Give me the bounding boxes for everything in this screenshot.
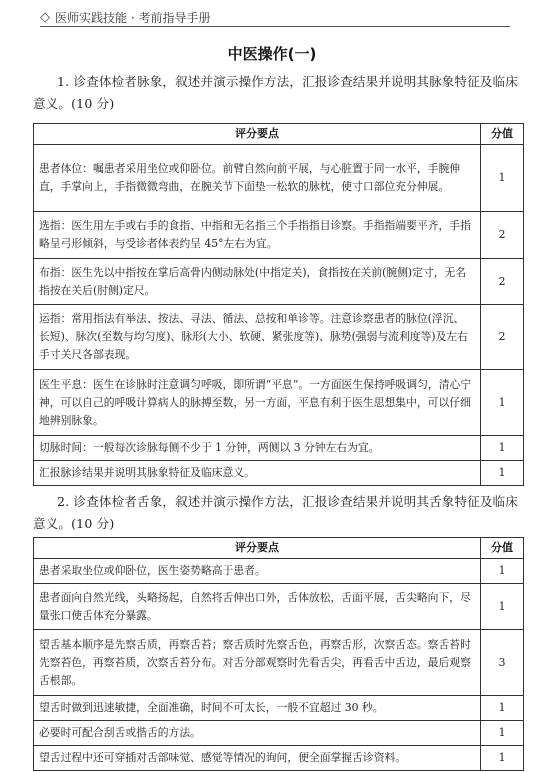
diamond-icon: ◇ [40,9,50,25]
score-cell: 1 [481,559,524,584]
criteria-cell: 望舌过程中还可穿插对舌部味觉、感觉等情况的询问，便全面掌握舌诊资料。 [34,746,481,771]
criteria-cell: 医生平息：医生在诊脉时注意调匀呼吸，即所谓“平息”。一方面医生保持呼吸调匀，清心宁神，可以自己的呼吸计算病人的脉搏至数，另一方面，平息有利于医生思想集中，可以仔细地辨别脉象。 [34,370,481,436]
criteria-cell: 切脉时间：一般每次诊脉每侧不少于 1 分钟，两侧以 3 分钟左右为宜。 [34,436,481,461]
question-1: 1. 诊查体检者脉象，叙述并演示操作方法，汇报诊查结果并说明其脉象特征及临床意义。(10 分) [33,74,519,111]
score-cell: 1 [481,461,524,486]
criteria-cell: 患者面向自然光线，头略扬起，自然将舌伸出口外，舌体放松，舌面平展，舌尖略向下，尽量张口使舌体充分暴露。 [34,584,481,630]
table-row [34,584,524,630]
table-row [34,145,524,212]
score-cell: 1 [481,746,524,771]
criteria-cell: 望舌基本顺序是先察舌质，再察舌苔；察舌质时先察舌色，再察舌形，次察舌态。察舌苔时先察苔色，再察苔质，次察舌苔分布。对舌分部观察时先看舌尖，再看舌中舌边，最后观察舌根部。 [34,630,481,696]
score-cell: 1 [481,145,524,212]
score-cell: 1 [481,584,524,630]
table-row [34,559,524,584]
header-score: 分值 [481,538,524,559]
table-row [34,212,524,259]
page-title: 中医操作(一) [227,45,317,63]
table-row [34,630,524,696]
criteria-cell: 汇报脉诊结果并说明其脉象特征及临床意义。 [34,461,481,486]
header-text: 医师实践技能 · 考前指导手册 [55,10,211,25]
criteria-cell: 必要时可配合刮舌或揩舌的方法。 [34,721,481,746]
criteria-cell: 患者体位：嘱患者采用坐位或仰卧位。前臂自然向前平展，与心脏置于同一水平，手腕伸直，手掌向上，手指微微弯曲，在腕关节下面垫一松软的脉枕，使寸口部位充分伸展。 [34,145,481,212]
criteria-cell: 患者采取坐位或仰卧位，医生姿势略高于患者。 [34,559,481,584]
score-cell: 3 [481,630,524,696]
criteria-cell: 运指：常用指法有举法、按法、寻法、循法、总按和单诊等。注意诊察患者的脉位(浮沉、长短)、脉次(至数与均匀度)、脉形(大小、软硬、紧张度等)、脉势(强弱与流利度等)及左右手寸关尺各部表现。 [34,305,481,370]
table-row [34,746,524,771]
table-header-row [34,538,524,559]
question-2: 2. 诊查体检者舌象，叙述并演示操作方法，汇报诊查结果并说明其舌象特征及临床意义。(10 分) [33,494,519,531]
header-criteria: 评分要点 [34,538,481,559]
scoring-table-2 [33,537,524,771]
criteria-cell: 布指：医生先以中指按在掌后高骨内侧动脉处(中指定关)，食指按在关前(腕侧)定寸，无名指按在关后(肘侧)定尺。 [34,259,481,305]
criteria-cell: 选指：医生用左手或右手的食指、中指和无名指三个手指指目诊察。手指指端要平齐，手指略呈弓形倾斜，与受诊者体表约呈 45°左右为宜。 [34,212,481,259]
score-cell: 2 [481,305,524,370]
score-cell: 1 [481,696,524,721]
criteria-cell: 望舌时做到迅速敏捷，全面准确，时间不可太长，一般不宜超过 30 秒。 [34,696,481,721]
table-row [34,461,524,486]
score-cell: 2 [481,259,524,305]
table-header-row [34,124,524,145]
score-cell: 1 [481,370,524,436]
table-row [34,259,524,305]
running-header [40,8,510,27]
score-cell: 1 [481,721,524,746]
table-row [34,721,524,746]
header-criteria: 评分要点 [34,124,481,145]
table-row [34,696,524,721]
scoring-table-1 [33,123,524,486]
table-row [34,370,524,436]
table-row [34,436,524,461]
score-cell: 2 [481,212,524,259]
table-row [34,305,524,370]
header-score: 分值 [481,124,524,145]
score-cell: 1 [481,436,524,461]
